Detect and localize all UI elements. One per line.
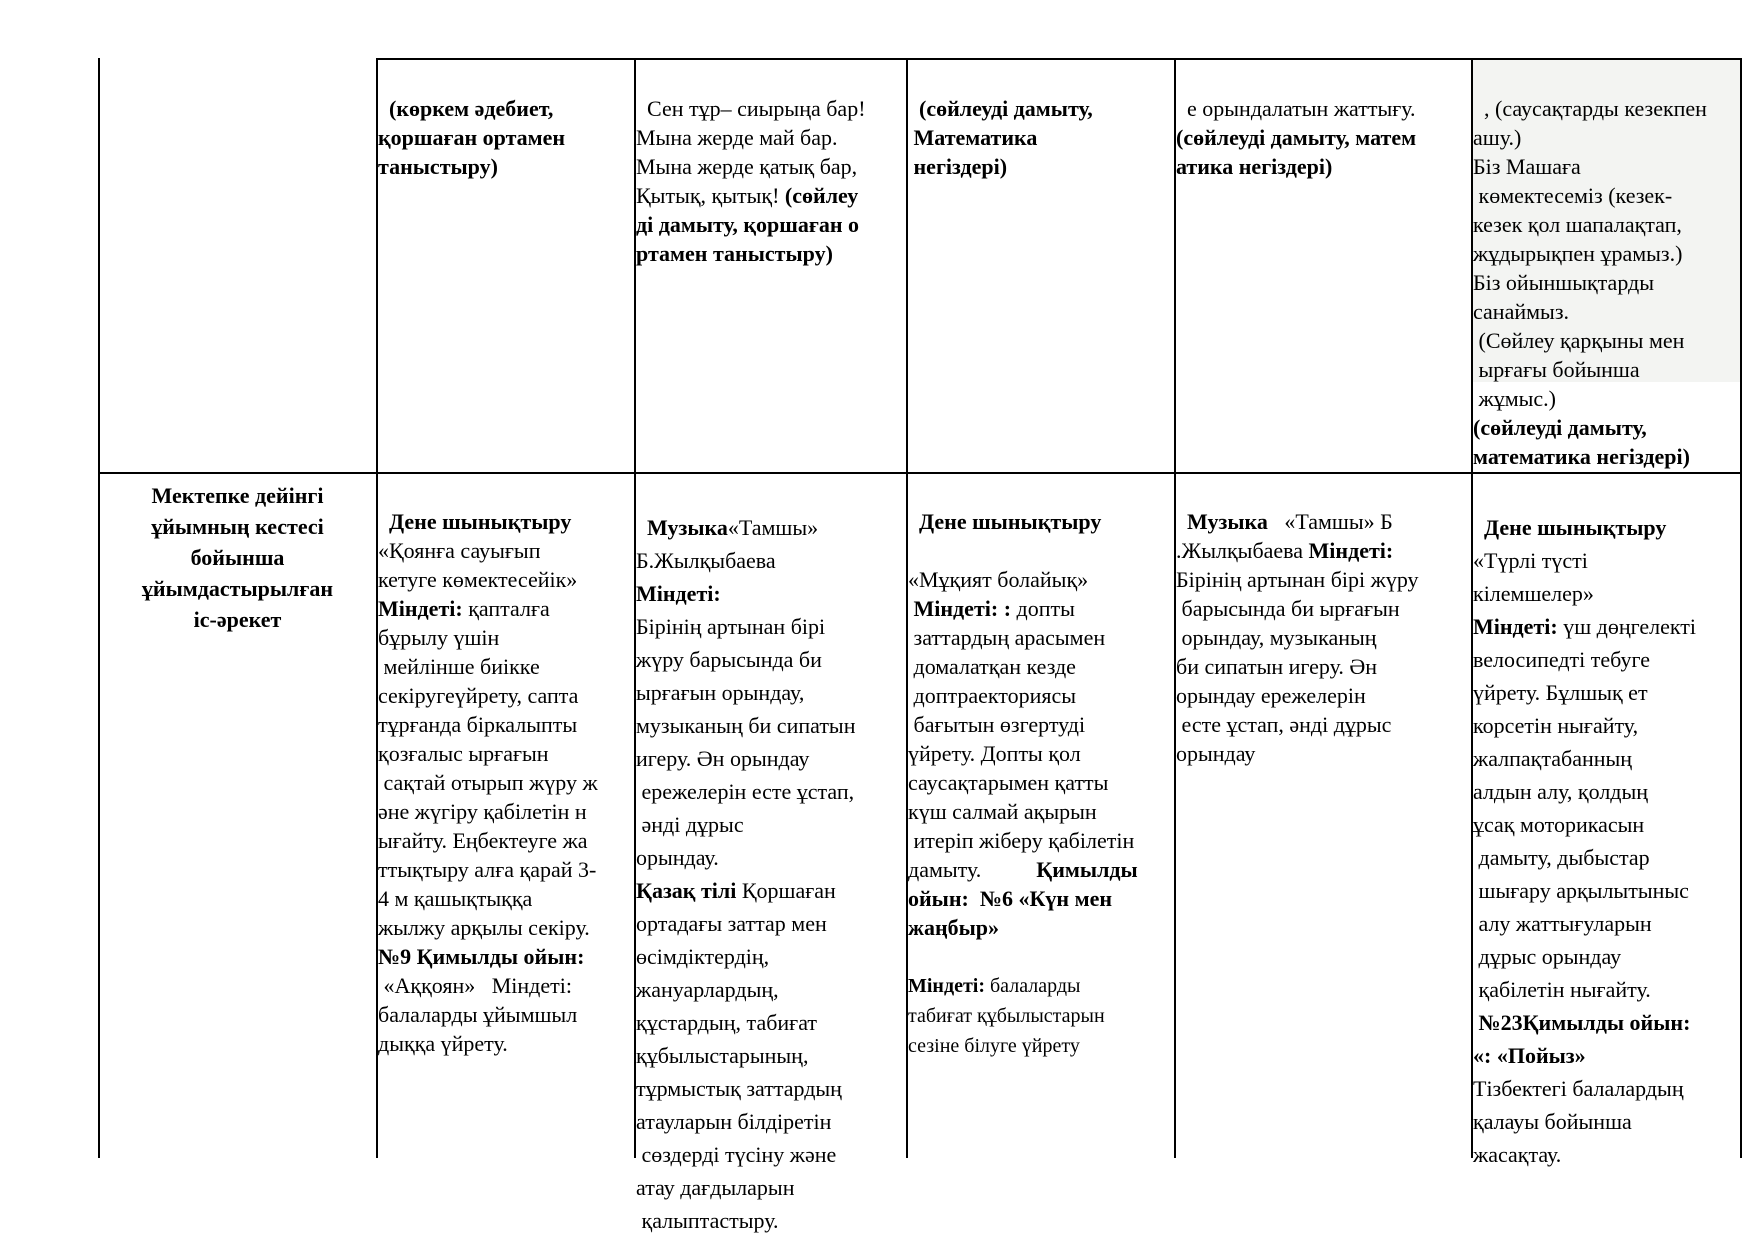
row1-cell-4-bold: (сөйлеуді дамыту, матем атика негіздері) — [1176, 125, 1417, 179]
row2-cell-5-text-b: үш дөңгелекті велосипедті тебуге үйрету. Бұлшық ет корсетін нығайту, жалпақтабанның алдын алу, қолдың ұсақ моторикасын дамыту, дыбыстар шығару арқылытыныс алу жаттығуларын дұрыс орындау қабілетін нығайту. — [1473, 614, 1696, 1002]
row2-cell-2-label-a: Міндеті: — [636, 581, 721, 606]
row2-cell-4-text-a: «Тамшы» Б .Жылқыбаева — [1176, 509, 1393, 563]
row1-cell-5-bold: (сөйлеуді дамыту, математика негіздері) — [1473, 415, 1690, 469]
row1-cell-3 — [908, 65, 1172, 181]
row2-cell-4-label-a: Міндеті: — [1308, 538, 1394, 563]
row2-cell-1-text-b: қапталға бұрылу үшін мейлінше биікке секіругеүйрету, сапта тұрғанда біркалыпты қозғалыс ырғағын сақтай отырып жүру ж әне жүгіру қабілетін н ығайту. Еңбектеуге жа ттықтыру алға қарай 3- 4 м қашықтыққа жылжу арқылы секіру. — [378, 596, 598, 940]
row1-cell-1 — [378, 65, 633, 181]
row2-cell-1-text-a: «Қоянға сауығып кетуге көмектесейік» — [378, 538, 578, 592]
row1-cell-4 — [1176, 65, 1469, 181]
row2-header: Мектепке дейінгі ұйымның кестесі бойынша ұйымдастырылған іс-әрекет — [141, 483, 334, 632]
row2-cell-5-label-b: №23Қимылды ойын: «: «Пойыз» — [1473, 1010, 1691, 1068]
row1-cell-2-bold: (сөйлеу ді дамыту, қоршаған о ртамен таныстыру) — [636, 183, 859, 266]
row2-cell-3-text-c: балаларды табиғат құбылыстарын сезіне білуге үйрету — [908, 975, 1105, 1057]
row1-cell-2 — [636, 65, 904, 268]
row2-cell-3-title: Дене шынықтыру — [919, 509, 1102, 534]
row2-cell-2-text-a: «Тамшы» Б.Жылқыбаева — [636, 515, 819, 573]
row1-cell-3-bold: (сөйлеуді дамыту, Математика негіздері) — [913, 96, 1093, 179]
row2-cell-1-label-a: Міндеті: — [378, 596, 463, 621]
row2-cell-4-text-b: Бірінің артынан бірі жүру барысында би ырғағын орындау, музыканың би сипатын игеру. Ән орындау ережелерін есте ұстап, әнді дұрыс орындау — [1176, 567, 1419, 766]
row1-cell-4-text: е орындалатын жаттығу. — [1187, 96, 1416, 121]
row2-cell-2-text-b: Бірінің артынан бірі жүру барысында би ырғағын орындау, музыканың би сипатын игеру. Ән орындау ережелерін есте ұстап, әнді дұрыс орындау. — [636, 614, 856, 870]
row1-cell-1-bold: (көркем әдебиет, қоршаған ортамен таныстыру) — [378, 96, 566, 179]
row-divider — [98, 472, 1742, 474]
row2-cell-3-label-c: Міндеті: — [908, 975, 985, 997]
row2-cell-5-title: Дене шынықтыру — [1484, 515, 1667, 540]
row2-cell-3 — [908, 478, 1172, 1090]
row2-cell-3-text-b: допты заттардың арасымен домалатқан кезде доптраекториясы бағытын өзгертуді үйрету. Допты қол саусақтарымен қатты күш салмай ақырын итеріп жіберу қабілетін дамыту. — [908, 596, 1135, 882]
row2-cell-5-label-a: Міндеті: — [1473, 614, 1558, 639]
row1-cell-5 — [1473, 65, 1739, 471]
row2-cell-3-label-b: Қимылды ойын: №6 «Күн мен жаңбыр» — [908, 857, 1138, 940]
row2-cell-3-text-a: «Мұқият болайық» — [908, 567, 1089, 592]
row2-cell-5 — [1473, 478, 1739, 1171]
row2-cell-2-title: Музыка — [647, 515, 728, 540]
row2-cell-2-text-c: Қоршаған ортадағы заттар мен өсімдіктердің, жануарлардың, құстардың, табиғат құбылыстарының, тұрмыстық заттардың атауларын білдіретін сөздерді түсіну және атау дағдыларын қалыптастыру. — [636, 878, 842, 1233]
row2-cell-2-label-b: Қазақ тілі — [636, 878, 737, 903]
row2-cell-1 — [378, 478, 634, 1058]
row2-cell-5-text-a: «Түрлі түсті кілемшелер» — [1473, 548, 1594, 606]
table-border-right — [1740, 58, 1742, 1158]
row2-cell-4-title: Музыка — [1187, 509, 1268, 534]
row2-cell-3-label-a: Міндеті: : — [913, 596, 1012, 621]
row2-cell-1-label-b: №9 Қимылды ойын: — [378, 944, 585, 969]
row2-cell-1-title: Дене шынықтыру — [389, 509, 572, 534]
row1-cell-5-text: , (саусақтарды кезекпен ашу.) Біз Машаға көмектесеміз (кезек- кезек қол шапалақтап, жұдырықпен ұрамыз.) Біз ойыншықтарды санаймыз. (Сөйлеу қарқыны мен ырғағы бойынша жұмыс.) — [1473, 96, 1707, 411]
row2-cell-2 — [636, 478, 904, 1237]
row2-cell-1-text-c: «Аққоян» Міндеті: балаларды ұйымшыл дыққа үйрету. — [378, 973, 578, 1056]
row2-cell-5-text-c: Тізбектегі балалардың қалауы бойынша жасақтау. — [1473, 1076, 1684, 1167]
row2-cell-4 — [1176, 478, 1469, 768]
row1-cell-2-text: Сен тұр– сиырыңа бар! Мына жерде май бар. Мына жерде қатық бар, Қытық, қытық! — [636, 96, 866, 208]
